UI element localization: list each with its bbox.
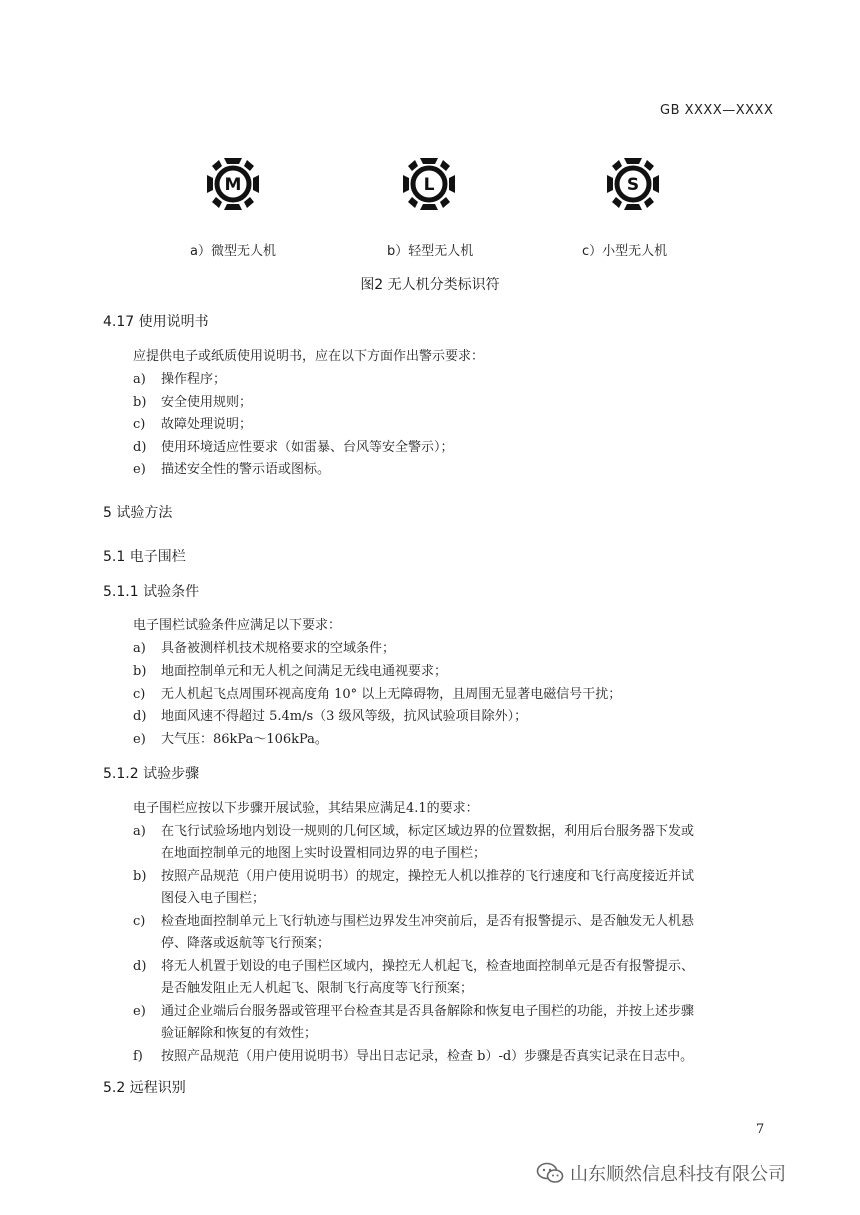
section-heading-5-1-1: 5.1.1 试验条件 — [103, 584, 200, 600]
list-item-continuation: 验证解除和恢复的有效性； — [161, 1026, 318, 1041]
list-item: b) 地面控制单元和无人机之间满足无线电通视要求； — [133, 664, 448, 679]
list-item: e) 大气压：86kPa～106kPa。 — [133, 732, 328, 747]
figure-caption-c: c）小型无人机 — [582, 244, 668, 259]
list-item: a) 操作程序； — [133, 372, 227, 387]
list-item: c) 故障处理说明； — [133, 417, 253, 432]
figure-caption-b: b）轻型无人机 — [387, 244, 474, 259]
list-item: d) 地面风速不得超过 5.4m/s（3 级风等级，抗风试验项目除外）； — [133, 709, 528, 724]
paragraph: 应提供电子或纸质使用说明书，应在以下方面作出警示要求： — [133, 349, 485, 364]
list-item: d) 将无人机置于划设的电子围栏区域内，操控无人机起飞，检查地面控制单元是否有报警提示、 — [133, 959, 695, 974]
figure-caption-a: a）微型无人机 — [190, 244, 276, 259]
uav-class-m-icon — [197, 148, 269, 220]
page-number: 7 — [756, 1122, 765, 1137]
list-item-continuation: 停、降落或返航等飞行预案； — [161, 936, 331, 951]
list-item: f) 按照产品规范（用户使用说明书）导出日志记录，检查 b）-d）步骤是否真实记录在日志中。 — [133, 1049, 694, 1064]
list-item: c) 无人机起飞点周围环视高度角 10° 以上无障碍物，且周围无显著电磁信号干扰； — [133, 687, 622, 702]
section-heading-5: 5 试验方法 — [103, 505, 173, 521]
uav-class-letter: L — [423, 175, 435, 195]
section-heading-5-1: 5.1 电子围栏 — [103, 549, 186, 565]
list-item: d) 使用环境适应性要求（如雷暴、台风等安全警示）； — [133, 440, 454, 455]
paragraph: 电子围栏应按以下步骤开展试验，其结果应满足4.1的要求： — [133, 801, 479, 816]
uav-class-letter: S — [626, 175, 640, 195]
list-item: c) 检查地面控制单元上飞行轨迹与围栏边界发生冲突前后，是否有报警提示、是否触发无人机悬 — [133, 914, 695, 929]
list-item-continuation: 在地面控制单元的地图上实时设置相同边界的电子围栏； — [161, 846, 487, 861]
uav-class-l-icon — [393, 148, 465, 220]
list-item-continuation: 图侵入电子围栏； — [161, 891, 266, 906]
standard-code: GB XXXX—XXXX — [660, 103, 774, 118]
list-item: b) 按照产品规范（用户使用说明书）的规定，操控无人机以推荐的飞行速度和飞行高度接近并试 — [133, 869, 695, 884]
list-item: a) 在飞行试验场地内划设一规则的几何区域，标定区域边界的位置数据，利用后台服务器下发或 — [133, 824, 695, 839]
figure-title: 图2 无人机分类标识符 — [360, 277, 500, 293]
section-heading-5-1-2: 5.1.2 试验步骤 — [103, 766, 200, 782]
uav-class-letter: M — [224, 175, 242, 195]
section-heading-5-2: 5.2 远程识别 — [103, 1080, 186, 1096]
list-item-continuation: 是否触发阻止无人机起飞、限制飞行高度等飞行预案； — [161, 981, 474, 996]
wechat-icon — [536, 1162, 564, 1184]
list-item: b) 安全使用规则； — [133, 395, 253, 410]
paragraph: 电子围栏试验条件应满足以下要求： — [133, 618, 342, 633]
uav-class-s-icon — [597, 148, 669, 220]
watermark-text: 山东顺然信息科技有限公司 — [570, 1164, 786, 1185]
list-item: a) 具备被测样机技术规格要求的空域条件； — [133, 641, 396, 656]
section-heading-4-17: 4.17 使用说明书 — [103, 314, 209, 330]
list-item: e) 描述安全性的警示语或图标。 — [133, 462, 331, 477]
watermark — [536, 1160, 786, 1186]
list-item: e) 通过企业端后台服务器或管理平台检查其是否具备解除和恢复电子围栏的功能，并按上述步骤 — [133, 1004, 695, 1019]
